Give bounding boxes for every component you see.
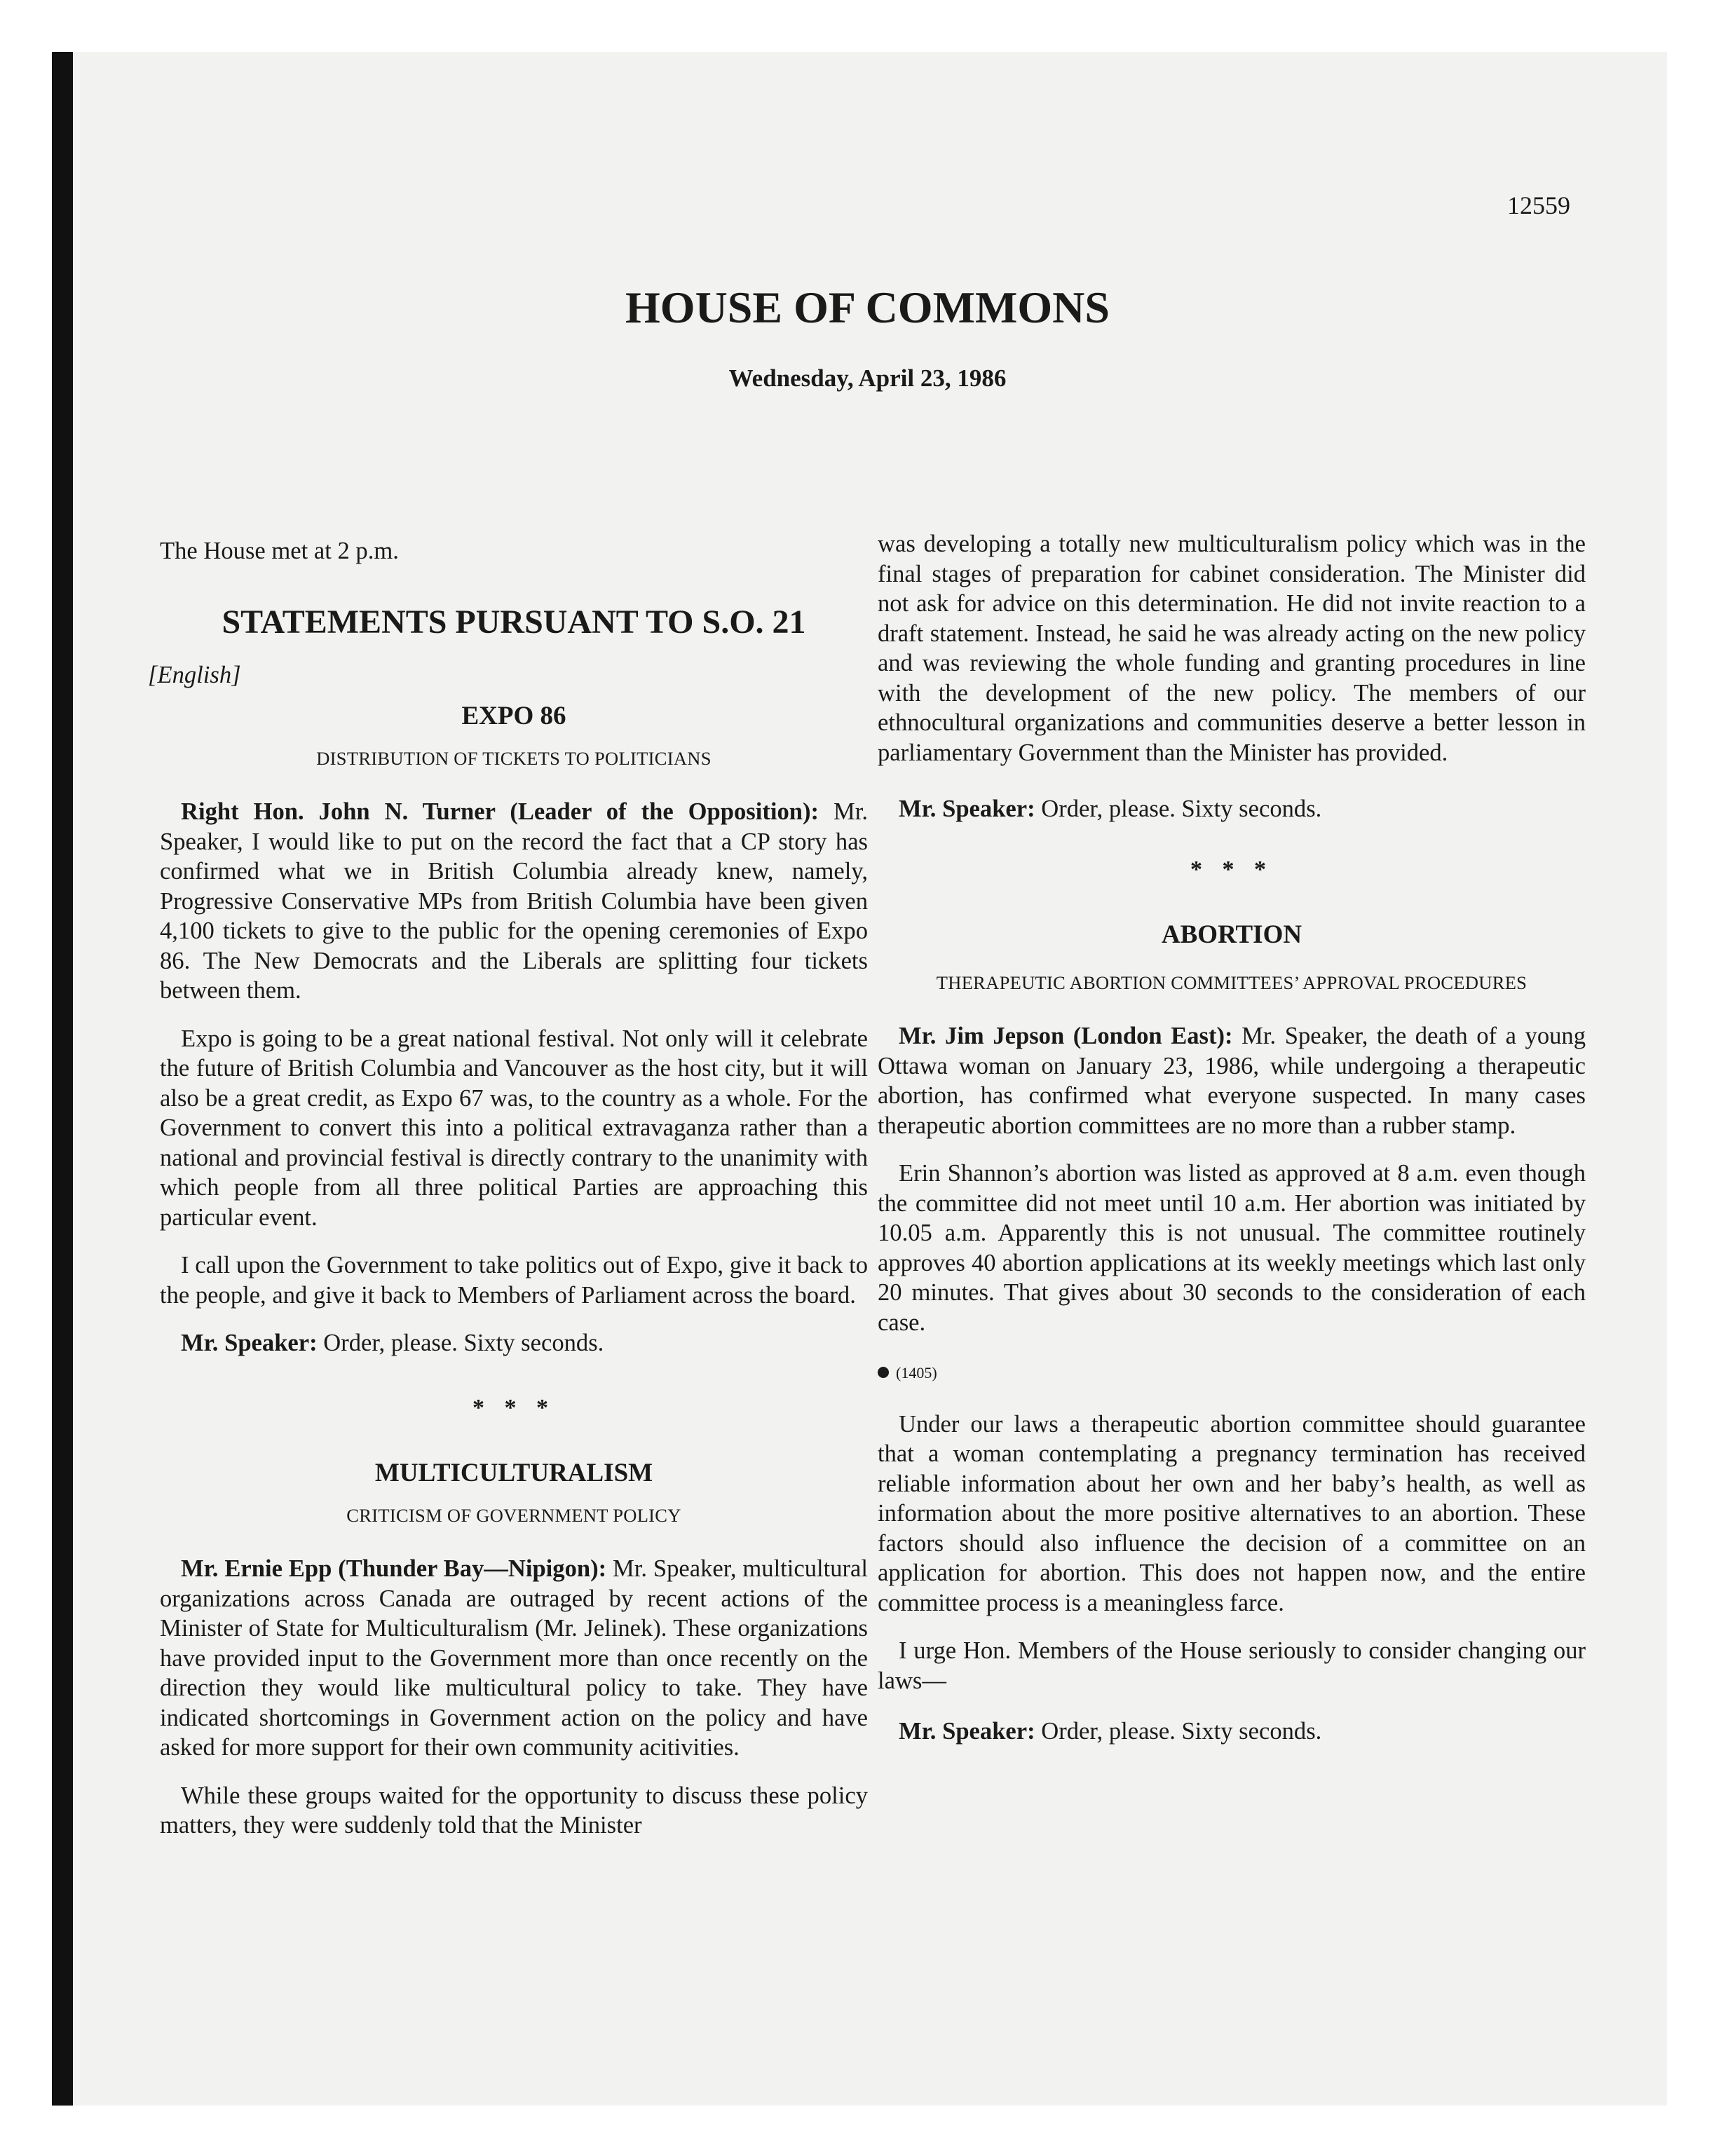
- expo-subheading: DISTRIBUTION OF TICKETS TO POLITICIANS: [316, 748, 712, 769]
- multi-heading: MULTICULTURALISM: [374, 1459, 653, 1487]
- abortion-subheading: THERAPEUTIC ABORTION COMMITTEES’ APPROVAL PROCEDURES: [936, 972, 1528, 993]
- multi-order: Mr. Speaker: Order, please. Sixty seconds.: [899, 796, 1322, 822]
- speaker-name: Mr. Ernie Epp (Thunder Bay—Nipigon):: [181, 1555, 607, 1582]
- section-separator: * * *: [1190, 856, 1273, 882]
- right-column: [878, 529, 1586, 1747]
- left-column: [148, 536, 869, 1841]
- expo-heading: EXPO 86: [461, 702, 566, 730]
- section-title: STATEMENTS PURSUANT TO S.O. 21: [222, 603, 806, 641]
- speaker-name: Right Hon. John N. Turner (Leader of the Opposition):: [181, 798, 819, 825]
- speaker-name: Mr. Speaker:: [899, 1718, 1035, 1745]
- section-separator: * * *: [472, 1394, 555, 1421]
- abortion-heading: ABORTION: [1161, 920, 1302, 949]
- multi-paragraph-2: While these groups waited for the opportunity to discuss these policy matters, they were suddenly told that the Minister: [160, 1782, 868, 1838]
- expo-order: Mr. Speaker: Order, please. Sixty seconds.: [181, 1330, 604, 1356]
- multi-subheading: CRITICISM OF GOVERNMENT POLICY: [346, 1505, 681, 1526]
- speaker-name: Mr. Speaker:: [899, 796, 1035, 822]
- abortion-paragraph-1: Mr. Jim Jepson (London East): Mr. Speaker, the death of a young Ottawa woman on January 23, 1986, while undergoing a therapeutic abortion, has confirmed what everyone suspected. In many cases therapeutic abortion committees are no more than a rubber stamp.: [878, 1023, 1586, 1139]
- expo-paragraph-3: I call upon the Government to take politics out of Expo, give it back to the people, and give it back to Members of Parliament across the board.: [160, 1252, 868, 1309]
- abortion-paragraph-3: Under our laws a therapeutic abortion committee should guarantee that a woman contemplating a pregnancy termination has received reliable information about her own and her baby’s health, as well as information about the more positive alternatives to an abortion. These factors should also influence the decision of a committee on an application for abortion. This does not happen now, and the entire committee process is a meaningless farce.: [878, 1410, 1586, 1616]
- expo-paragraph-2: Expo is going to be a great national festival. Not only will it celebrate the future of British Columbia and Vancouver as the host city, but it will also be a great credit, as Expo 67 was, to the country as a whole. For the Government to convert this into a political extravaganza rather than a national and provincial festival is directly contrary to the unanimity with which people from all three political Parties are approaching this particular event.: [160, 1025, 868, 1231]
- speaker-name: Mr. Jim Jepson (London East):: [899, 1023, 1233, 1049]
- abortion-paragraph-2: Erin Shannon’s abortion was listed as approved at 8 a.m. even though the committee did not meet until 10 a.m. Her abortion was initiated by 10.05 a.m. Apparently this is not unusual. The committee routinely approves 40 abortion applications at its weekly meetings which last only 20 minutes. That gives about 30 seconds to the consideration of each case.: [878, 1160, 1586, 1336]
- multi-continuation: was developing a totally new multiculturalism policy which was in the final stages of preparation for cabinet consideration. The Minister did not ask for advice on this determination. He did not invite reaction to a draft statement. Instead, he said he was already acting on the new policy and was reviewing the whole funding and granting procedures in line with the development of the new policy. The members of our ethnocultural organizations and communities deserve a better lesson in parliamentary Government than the Minister has provided.: [878, 531, 1586, 766]
- sitting-date: Wednesday, April 23, 1986: [728, 364, 1007, 392]
- page-title: HOUSE OF COMMONS: [625, 282, 1110, 332]
- multi-paragraph-1: Mr. Ernie Epp (Thunder Bay—Nipigon): Mr. Speaker, multicultural organizations across Canada are outraged by recent actions of the Minister of State for Multiculturalism (Mr. Jelinek). These organizations have provided input to the Government more than once recently on the direction they would like multicultural policy to take. They have indicated shortcomings in Government action on the policy and have asked for more support for their own community acitivities.: [160, 1555, 869, 1761]
- page-number: 12559: [1507, 191, 1570, 219]
- language-note: [English]: [148, 661, 241, 688]
- scan-edge: [52, 52, 73, 2106]
- expo-paragraph-1: Right Hon. John N. Turner (Leader of the Opposition): Mr. Speaker, I would like to put on the record the fact that a CP story has confirmed what we in British Columbia already knew, namely, Progressive Conservative MPs from British Columbia have been given 4,100 tickets to give to the public for the opening ceremonies of Expo 86. The New Democrats and the Liberals are splitting four tickets between them.: [160, 798, 868, 1004]
- abortion-paragraph-4: I urge Hon. Members of the House seriously to consider changing our laws—: [878, 1637, 1586, 1694]
- abortion-order: Mr. Speaker: Order, please. Sixty seconds.: [899, 1718, 1322, 1745]
- timestamp: (1405): [878, 1356, 1586, 1389]
- speaker-name: Mr. Speaker:: [181, 1330, 318, 1356]
- bullet-icon: [878, 1367, 889, 1378]
- opening-line: The House met at 2 p.m.: [160, 538, 399, 564]
